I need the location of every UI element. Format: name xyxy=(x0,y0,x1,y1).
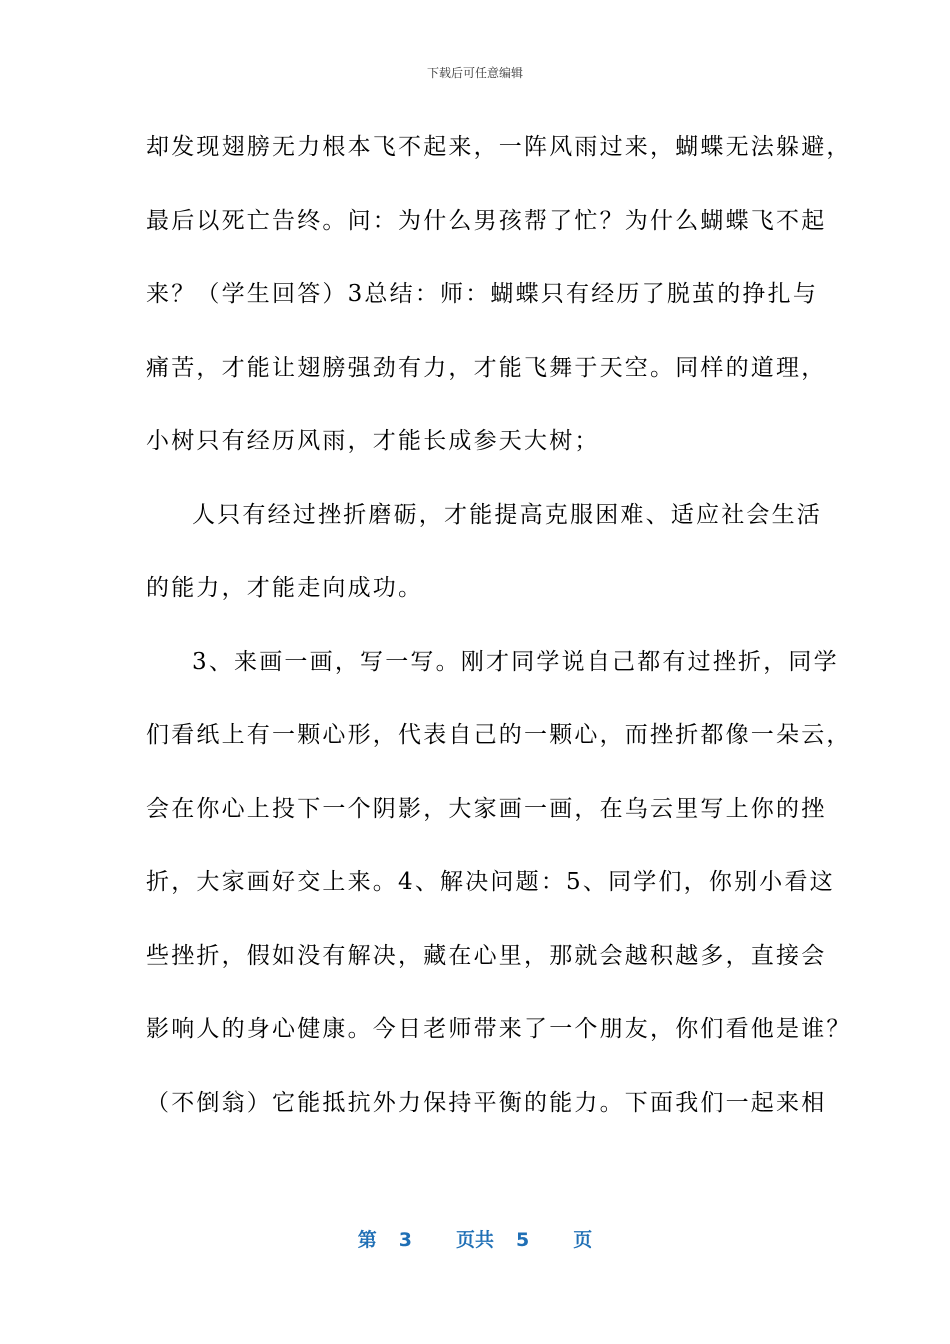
text-line: 们看纸上有一颗心形，代表自己的一颗心，而挫折都像一朵云， xyxy=(146,722,852,748)
total-pages-number: 5 xyxy=(516,1229,530,1251)
text-line: 最后以死亡告终。问：为什么男孩帮了忙？为什么蝴蝶飞不起 xyxy=(146,207,827,234)
text-line: （不倒翁）它能抵抗外力保持平衡的能力。下面我们一起来相 xyxy=(146,1089,827,1116)
text-line: 些挫折，假如没有解决，藏在心里，那就会越积越多，直接会 xyxy=(146,942,827,969)
footer-middle: 页共 xyxy=(455,1229,494,1251)
paragraph-first-line: 3、来画一画，写一写。刚才同学说自己都有过挫折，同学 xyxy=(192,648,839,675)
text-line: 却发现翅膀无力根本飞不起来，一阵风雨过来，蝴蝶无法躲避， xyxy=(146,134,852,160)
text-line: 折，大家画好交上来。4、解决问题：5、同学们，你别小看这 xyxy=(146,869,835,895)
text-line: 小树只有经历风雨，才能长成参天大树； xyxy=(146,428,600,454)
text-line: 来？（学生回答）3总结：师：蝴蝶只有经历了脱茧的挣扎与 xyxy=(146,281,819,307)
text-line: 痛苦，才能让翅膀强劲有力，才能飞舞于天空。同样的道理， xyxy=(146,354,827,381)
footer-prefix: 第 xyxy=(357,1229,377,1251)
document-body xyxy=(146,122,852,1151)
text-line: 会在你心上投下一个阴影，大家画一画，在乌云里写上你的挫 xyxy=(146,795,827,822)
paragraph-first-line: 人只有经过挫折磨砺，才能提高克服困难、适应社会生活 xyxy=(192,501,822,528)
footer-suffix: 页 xyxy=(573,1229,593,1251)
current-page-number: 3 xyxy=(398,1229,412,1251)
page-header: 下载后可任意编辑 xyxy=(426,66,523,80)
text-line: 影响人的身心健康。今日老师带来了一个朋友，你们看他是谁？ xyxy=(146,1016,852,1042)
page-number-footer xyxy=(0,1225,950,1252)
text-line: 的能力，才能走向成功。 xyxy=(146,575,424,601)
